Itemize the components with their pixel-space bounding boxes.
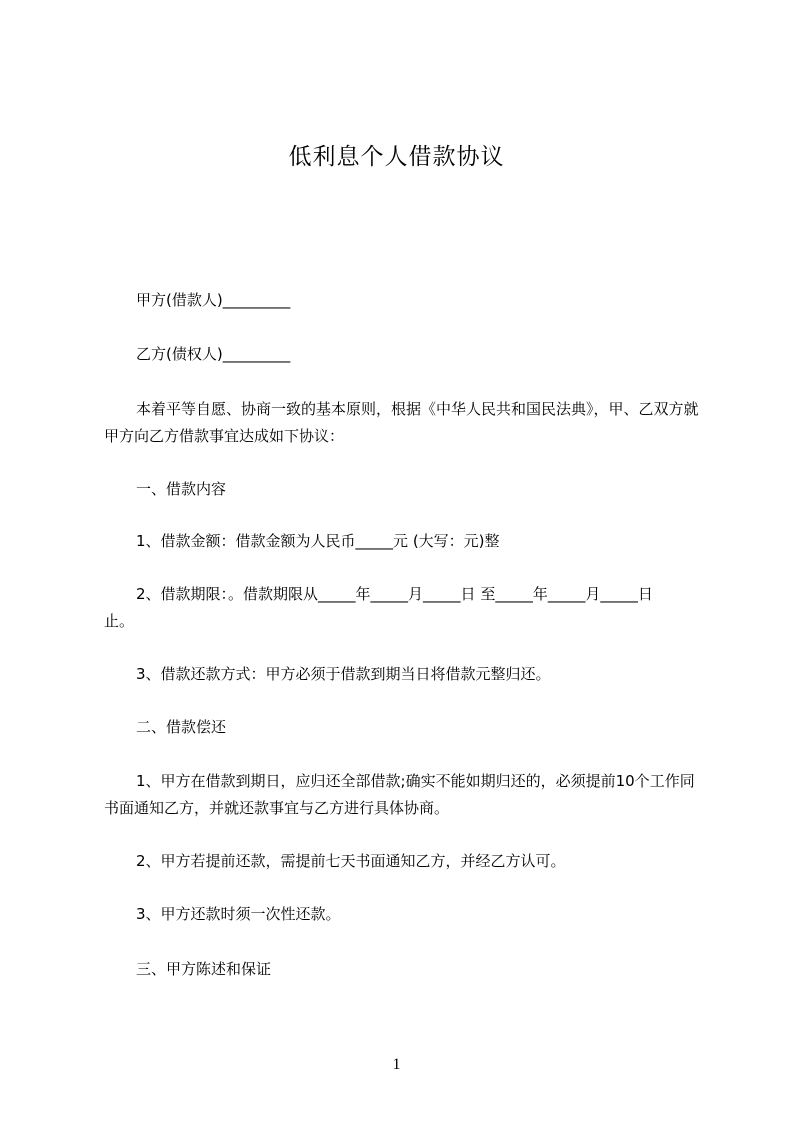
clause-2-3 [104, 903, 704, 925]
party-a-text: 甲方(借款人)_________ [136, 291, 291, 309]
clause-1-3 [104, 663, 704, 685]
clause-1-3-text: 3、借款还款方式：甲方必须于借款到期当日将借款元整归还。 [136, 665, 551, 683]
clause-2-2-text: 2、甲方若提前还款，需提前七天书面通知乙方，并经乙方认可。 [136, 852, 566, 870]
clause-1-2-continued [104, 610, 704, 632]
section-2-heading-text: 二、借款偿还 [136, 718, 227, 736]
section-1-heading [104, 478, 704, 500]
clause-1-2 [104, 583, 704, 605]
clause-1-2-continued-text: 止。 [104, 612, 135, 630]
clause-2-1 [104, 768, 704, 822]
section-2-heading [104, 716, 704, 738]
clause-1-2-text: 2、借款期限：。借款期限从_____年_____月_____日 至_____年_____月_____日 [136, 585, 653, 603]
clause-2-2 [104, 850, 704, 872]
section-3-heading [104, 958, 704, 980]
clause-1-1-text: 1、借款金额：借款金额为人民币_____元 (大写：元)整 [136, 532, 500, 550]
preamble-text: 本着平等自愿、协商一致的基本原则，根据《中华人民共和国民法典》，甲、乙双方就甲方向乙方借款事宜达成如下协议： [104, 400, 699, 445]
preamble-paragraph [104, 396, 704, 450]
party-b-text: 乙方(债权人)_________ [136, 345, 291, 363]
document-title: 低利息个人借款协议 [288, 144, 505, 170]
clause-2-3-text: 3、甲方还款时须一次性还款。 [136, 905, 341, 923]
page-number: 1 [392, 1056, 401, 1073]
section-3-heading-text: 三、甲方陈述和保证 [136, 960, 272, 978]
party-a-line [104, 289, 704, 311]
clause-1-1 [104, 530, 704, 552]
clause-2-1-text: 1、甲方在借款到期日，应归还全部借款;确实不能如期归还的，必须提前10个工作同书面通知乙方，并就还款事宜与乙方进行具体协商。 [104, 772, 695, 817]
party-b-line [104, 343, 704, 365]
section-1-heading-text: 一、借款内容 [136, 480, 227, 498]
